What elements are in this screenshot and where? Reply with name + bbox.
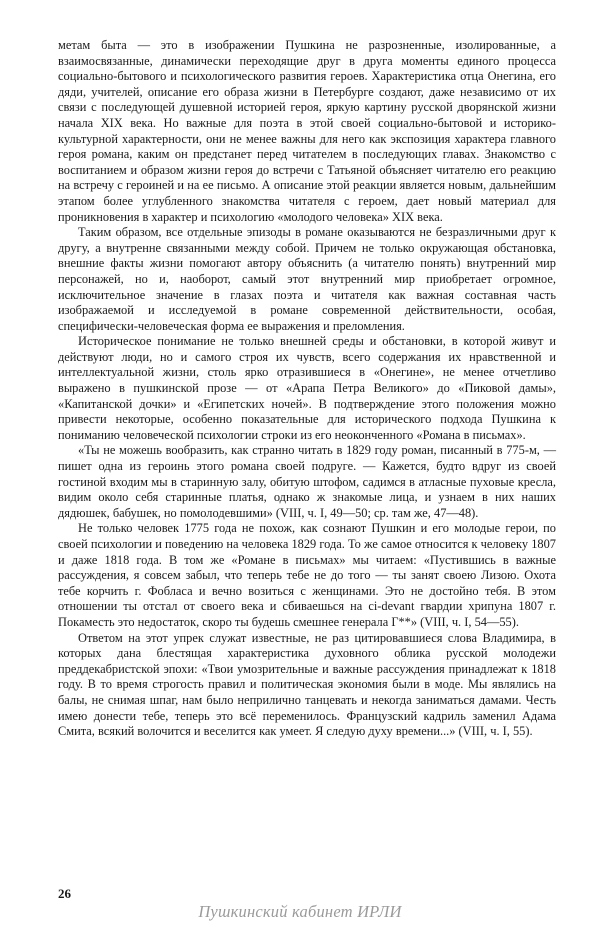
paragraph-5: Не только человек 1775 года не похож, как сознают Пушкин и его молодые герои, по своей психологии и поведению на человека 1829 года. То же самое относится к человеку 1807 и даже 1818 года. В том же «Романе в письмах» мы читаем: «Пустившись в важные рассуждения, я совсем забыл, что теперь тебе не до того — ты занят своею Лизою. Охота тебе корчить г. Фобласа и вечно возиться с женщинами. Это не достойно тебя. В этом отношении ты отстал от своего века и сбиваешься на ci-devant гвардии хрипуна 1807 г. Покаместь это недостаток, скоро ты будешь смешнее генерала Г**» (VIII, ч. I, 54—55). bbox=[58, 521, 556, 629]
page-number: 26 bbox=[58, 886, 71, 901]
watermark: Пушкинский кабинет ИРЛИ bbox=[198, 902, 402, 921]
paragraph-2: Таким образом, все отдельные эпизоды в романе оказываются не безразличными друг к другу, а внутренне связанными между собой. Причем не только окружающая обстановка, внешние факты жизни помогают автору объяснить (а читателю понять) внутренний мир персонажей, но и, наоборот, самый этот внутренний мир приобретает огромное, исключительное значение в глазах поэта и читателя как важная составная часть изображаемой и исследуемой в романе современной действительности, особая, специфически-человеческая форма ее выражения и преломления. bbox=[58, 225, 556, 333]
paragraph-6: Ответом на этот упрек служат известные, не раз цитировавшиеся слова Владимира, в которых дана блестящая характеристика духовного облика русской молодежи преддекабристской эпохи: «Твои умозрительные и важные рассуждения принадлежат к 1818 году. В то время строгость правил и политическая экономия были в моде. Мы являлись на балы, не снимая шпаг, нам было неприлично танцевать и некогда заниматься дамами. Честь имею донести тебе, теперь это всё переменилось. Французский кадриль заменил Адама Смита, всякий волочится и веселится как умеет. Я следую духу времени...» (VIII, ч. I, 55). bbox=[58, 630, 556, 739]
paragraph-1: метам быта — это в изображении Пушкина не разрозненные, изолированные, а взаимосвязанные, динамически переходящие друг в друга моменты единого процесса социально-бытового и психологического развития героев. Характеристика отца Онегина, его дяди, учителей, описание его образа жизни в Петербурге создают, даже независимо от их связи с последующей душевной историей героя, яркую картину русской дворянской жизни начала XIX века. Но важные для поэта в этой своей социально-бытовой и историко-культурной характерности, они не менее важны для него как экспозиция характера главного героя романа, каким он предстанет перед читателем в последующих главах. Знакомство с воспитанием и образом жизни героя до встречи с Татьяной объясняет читателю его реакцию на встречу с героиней и на ее письмо. А описание этой реакции является новым, дальнейшим этапом более углубленного знакомства читателя с героем, дает новый материал для проникновения в характер и психологию «молодого человека» XIX века. bbox=[58, 38, 556, 224]
quote-paragraph: «Ты не можешь вообразить, как странно читать в 1829 году роман, писанный в 775-м, — пишет одна из героинь этого романа своей подруге. — Кажется, будто вдруг из своей гостиной входим мы в старинную залу, обитую штофом, садимся в атласные пуховые кресла, видим около себя старинные платья, однако ж знакомые лица, и узнаем в них наших дядюшек, бабушек, но помолодевшими» (VIII, ч. I, 49—50; ср. там же, 47—48). bbox=[58, 443, 556, 520]
body-text bbox=[58, 38, 556, 740]
paragraph-3: Историческое понимание не только внешней среды и обстановки, в которой живут и действуют люди, но и самого строя их чувств, всего содержания их нравственной и интеллектуальной жизни, столь ярко отразившиеся в «Онегине», не менее отчетливо выражено в пушкинской прозе — от «Арапа Петра Великого» до «Пиковой дамы», «Капитанской дочки» и «Египетских ночей». В подтверждение этого положения можно привести некоторые, особенно показательные для исторического подхода Пушкина к пониманию человеческой психологии строки из его неоконченного «Романа в письмах». bbox=[58, 334, 556, 442]
